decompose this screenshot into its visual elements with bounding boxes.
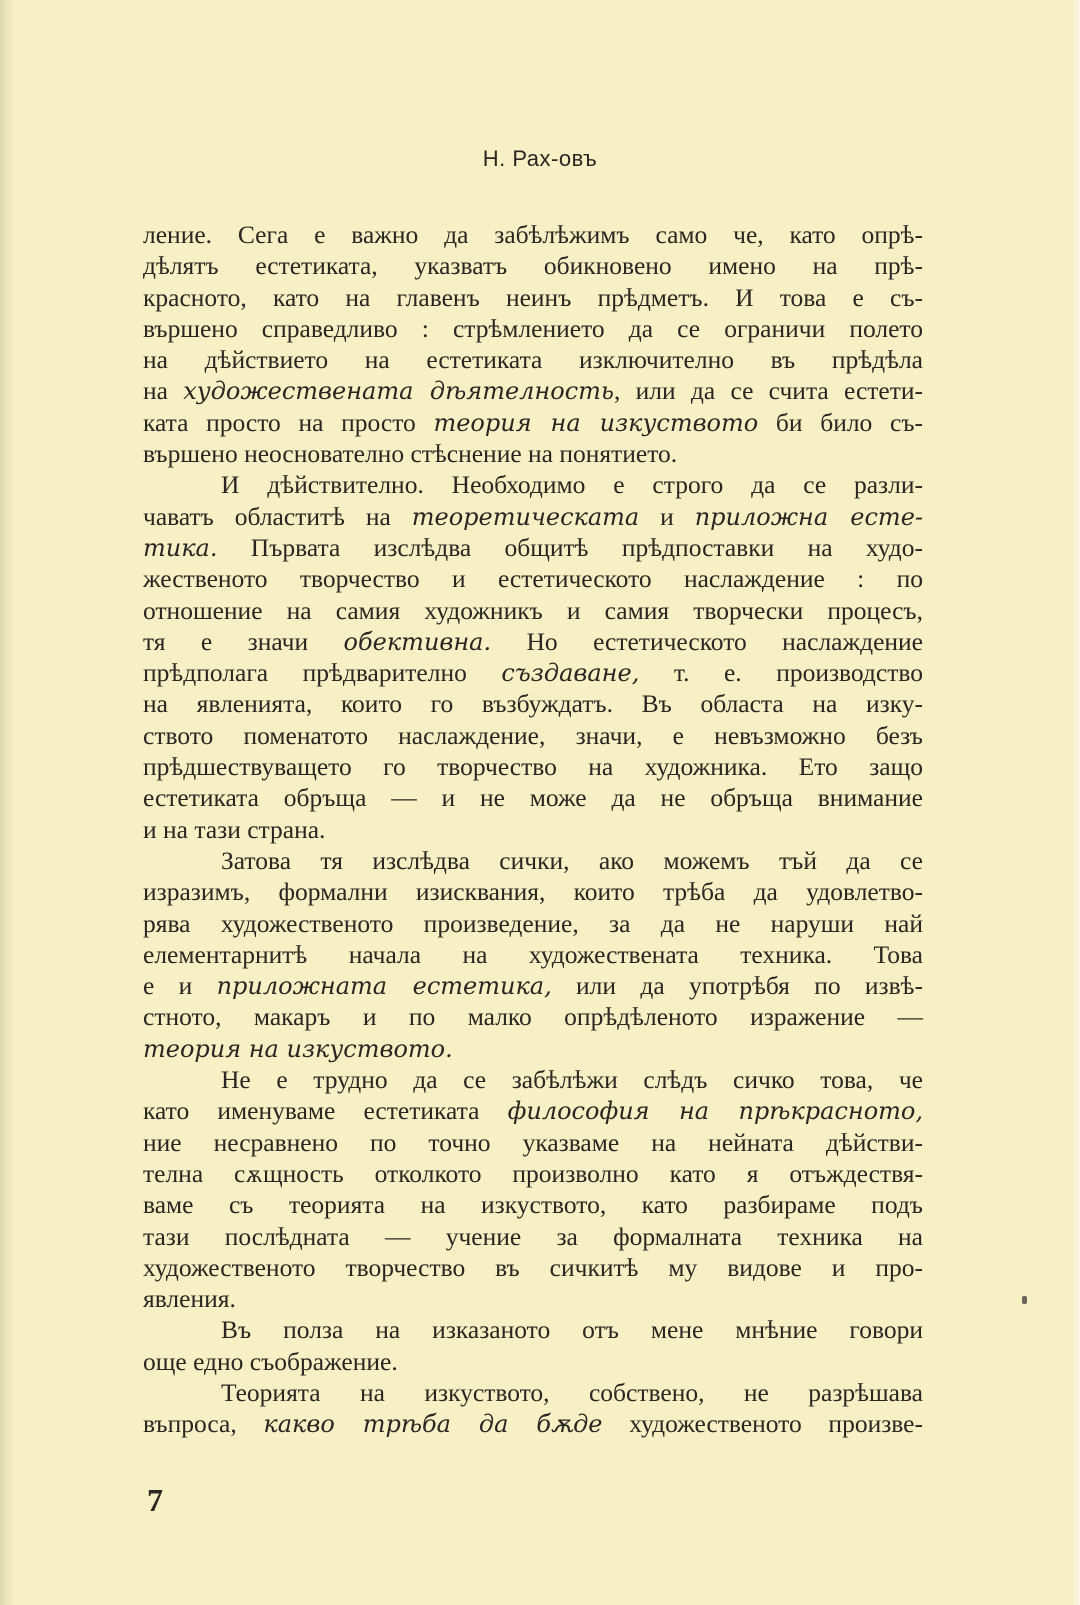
text-run: Първата изслѣдва общитѣ прѣдпоставки на худо- <box>217 532 923 562</box>
text-line <box>143 1095 923 1126</box>
text-line <box>143 876 923 907</box>
text-run: ние несравнено по точно указваме на нейната дѣйстви- <box>143 1127 923 1157</box>
page-number: 7 <box>147 1482 163 1518</box>
text-run: художественото произве- <box>602 1409 923 1439</box>
text-line <box>143 532 923 563</box>
text-run: елементарнитѣ начала на художествената техника. Това <box>143 939 923 969</box>
italic-run: какво трѣба да бѫде <box>263 1410 603 1439</box>
text-run: стното, макаръ и по малко опрѣдѣленото изражение — <box>143 1002 923 1032</box>
text-run: ството поменатото наслаждение, значи, е невъзможно безъ <box>143 720 923 750</box>
paragraph <box>143 1377 923 1440</box>
text-run: тя е значи <box>143 626 344 656</box>
text-line <box>143 219 923 250</box>
paper-speck <box>1022 1296 1027 1304</box>
text-line <box>143 1408 923 1439</box>
text-line <box>143 782 923 813</box>
italic-run: приложна есте- <box>694 502 924 531</box>
text-run: ваме съ теорията на изкуството, като разбираме подъ <box>143 1190 923 1220</box>
paragraph <box>143 219 923 469</box>
running-head: Н. Рах-овъ <box>482 146 598 171</box>
text-line <box>143 626 923 657</box>
page-edge <box>1072 0 1080 1605</box>
text-run: И дѣйствително. Необходимо е строго да се разли- <box>221 470 923 500</box>
text-run: дѣлятъ естетиката, указватъ обикновено имено на прѣ- <box>143 251 923 281</box>
text-run: или да употрѣбя по извѣ- <box>551 971 923 1001</box>
text-run: на <box>143 376 184 406</box>
italic-run: тика. <box>143 533 218 562</box>
text-line <box>143 407 923 438</box>
body-text <box>143 219 923 1440</box>
paragraph <box>143 845 923 1064</box>
text-line <box>143 501 923 532</box>
italic-run: теория на изкуството <box>433 408 759 437</box>
text-run: прѣдполага прѣдварително <box>143 658 502 688</box>
text-line <box>143 1189 923 1220</box>
text-line <box>143 563 923 594</box>
text-run: и на тази страна. <box>143 814 326 844</box>
italic-run: теоретическата <box>411 502 640 531</box>
text-run: отношение на самия художникъ и самия творчески процесъ, <box>143 595 923 625</box>
text-line <box>143 657 923 688</box>
italic-run: обективна. <box>343 627 492 656</box>
text-line <box>143 438 923 469</box>
text-line <box>143 250 923 281</box>
text-line <box>143 282 923 313</box>
text-run: тази послѣдната — учение за формалната техника на <box>143 1221 923 1251</box>
text-run: художественото творчество въ сичкитѣ му видове и про- <box>143 1252 923 1282</box>
text-run: би било съ- <box>758 407 923 437</box>
text-run: Но естетическото наслаждение <box>491 626 924 656</box>
text-line <box>143 595 923 626</box>
italic-run: философия на прѣкрасното, <box>507 1097 924 1126</box>
text-run: прѣдшествуващето го творчество на художника. Ето защо <box>143 752 923 782</box>
text-run: Въ полза на изказаното отъ мене мнѣние говори <box>221 1315 923 1345</box>
italic-run: теория на изкуството. <box>143 1034 453 1063</box>
text-run: красното, като на главенъ неинъ прѣдметъ. И това е съ- <box>143 282 923 312</box>
paragraph <box>143 469 923 845</box>
text-run: чаватъ областитѣ на <box>143 501 412 531</box>
text-run: въпроса, <box>143 1409 264 1439</box>
text-run: вършено справедливо : стрѣмлението да се ограничи полето <box>143 313 923 343</box>
text-line <box>143 814 923 845</box>
text-line <box>143 720 923 751</box>
text-line <box>143 1127 923 1158</box>
text-line <box>143 1221 923 1252</box>
text-line <box>143 939 923 970</box>
text-run: Теорията на изкуството, собствено, не разрѣшава <box>221 1377 923 1407</box>
text-line <box>143 1283 923 1314</box>
text-line <box>143 970 923 1001</box>
text-line <box>143 469 923 500</box>
text-line <box>143 688 923 719</box>
text-run: ката просто на просто <box>143 407 434 437</box>
text-run: рява художественото произведение, за да не наруши най <box>143 908 923 938</box>
text-run: на явленията, които го възбуждатъ. Въ областа на изку- <box>143 689 923 719</box>
text-run: явления. <box>143 1284 236 1314</box>
text-run: изразимъ, формални изисквания, които трѣба да удовлетво- <box>143 877 923 907</box>
text-line <box>143 1001 923 1032</box>
text-run: естетиката обръща — и не може да не обръща внимание <box>143 783 923 813</box>
text-run: вършено неоснователно стѣснение на понятието. <box>143 439 678 469</box>
paragraph <box>143 1314 923 1377</box>
text-line <box>143 344 923 375</box>
text-line <box>143 1314 923 1345</box>
paragraph <box>143 1064 923 1314</box>
text-line <box>143 908 923 939</box>
text-line <box>143 1033 923 1064</box>
text-line <box>143 1158 923 1189</box>
text-run: Не е трудно да се забѣлѣжи слѣдъ сичко това, че <box>221 1065 923 1095</box>
text-line <box>143 751 923 782</box>
text-run: Затова тя изслѣдва сички, ако можемъ тъй да се <box>221 845 923 875</box>
text-run: телна сѫщность отколкото произволно като я отъждествя- <box>143 1158 923 1188</box>
text-run: и <box>639 501 695 531</box>
text-run: , или да се счита естети- <box>613 376 924 406</box>
text-run: жественото творчество и естетическото наслаждение : по <box>143 564 923 594</box>
text-run: ление. Сега е важно да забѣлѣжимъ само че, като опрѣ- <box>143 220 923 249</box>
text-line <box>143 845 923 876</box>
text-line <box>143 1377 923 1408</box>
text-line <box>143 1346 923 1377</box>
text-line <box>143 1064 923 1095</box>
text-run: на дѣйствието на естетиката изключително въ прѣдѣла <box>143 345 923 375</box>
text-line <box>143 1252 923 1283</box>
text-line <box>143 375 923 406</box>
text-run: като именуваме естетиката <box>143 1096 508 1126</box>
italic-run: приложната естетика, <box>216 972 552 1001</box>
text-run: още едно съображение. <box>143 1346 398 1376</box>
text-run: е и <box>143 971 217 1001</box>
text-run: т. е. производство <box>639 658 923 688</box>
italic-run: художествената дѣятелность <box>183 377 614 406</box>
text-line <box>143 313 923 344</box>
italic-run: създаване, <box>501 659 640 688</box>
